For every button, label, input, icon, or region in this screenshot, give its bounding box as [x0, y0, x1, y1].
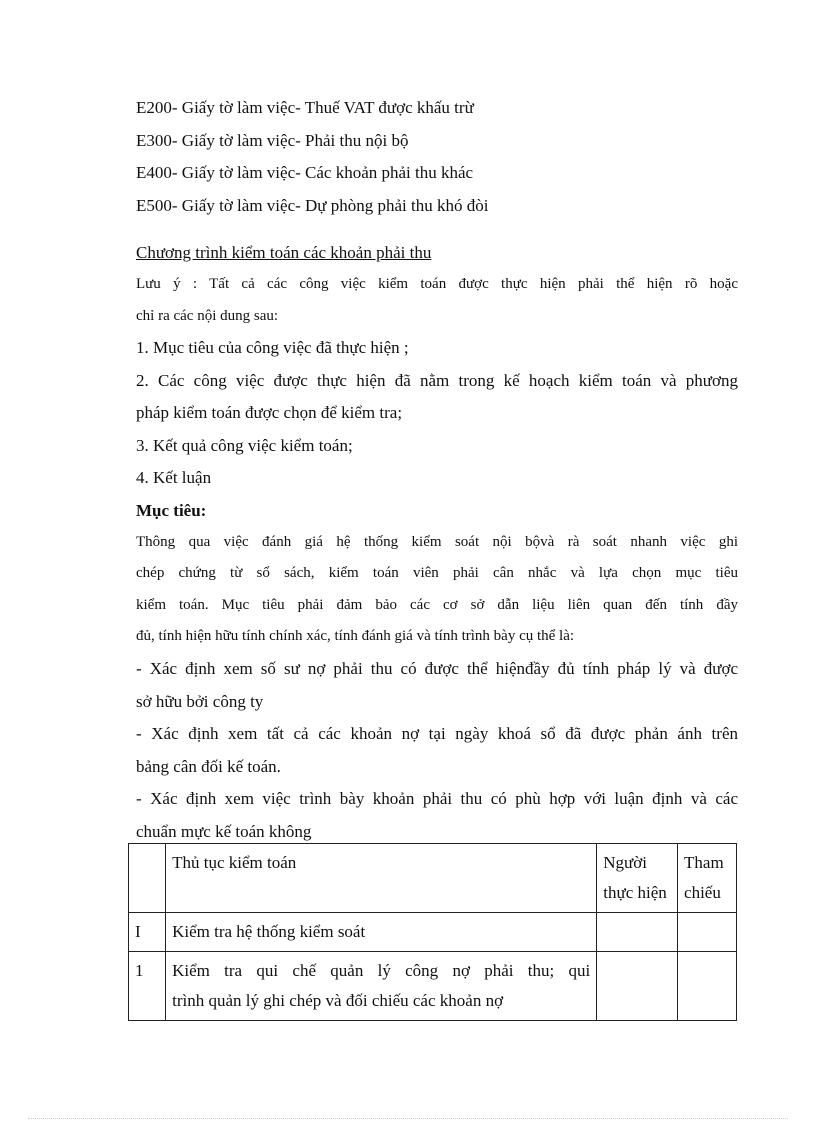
program-title: Chương trình kiểm toán các khoản phải thu	[136, 243, 432, 262]
bullet-3-line-1: - Xác định xem việc trình bày khoản phải thu có phù hợp với luận định và các	[136, 789, 738, 809]
objective-line-2: chép chứng từ sổ sách, kiểm toán viên phải cân nhắc và lựa chọn mục tiêu	[136, 565, 738, 582]
bullet-2-line-1: - Xác định xem tất cả các khoản nợ tại ngày khoá sổ đã được phản ánh trên	[136, 724, 738, 744]
header-reference-line-1: Tham	[684, 853, 724, 872]
header-performer-line-1: Người	[603, 853, 647, 872]
document-body	[136, 92, 738, 849]
spacer	[136, 222, 738, 237]
header-no-cell	[129, 844, 166, 913]
item-2-line-2: pháp kiểm toán được chọn để kiểm tra;	[136, 403, 403, 423]
working-paper-e500: E500- Giấy tờ làm việc- Dự phòng phải thu khó đòi	[136, 195, 489, 215]
row-procedure-line-2: trình quản lý ghi chép và đối chiếu các khoản nợ	[172, 991, 504, 1010]
note-line-2: chỉ ra các nội dung sau:	[136, 307, 279, 324]
bullet-1-line-2: sở hữu bởi công ty	[136, 691, 264, 711]
row-number: I	[129, 913, 166, 952]
working-paper-e400: E400- Giấy tờ làm việc- Các khoản phải thu khác	[136, 163, 474, 182]
item-3: 3. Kết quả công việc kiểm toán;	[136, 435, 353, 455]
header-procedure: Thủ tục kiểm toán	[166, 844, 597, 913]
row-performer	[597, 913, 678, 952]
audit-procedure-table	[128, 843, 737, 1021]
table-row	[129, 952, 737, 1021]
row-procedure: Kiểm tra hệ thống kiểm soát	[166, 913, 597, 952]
bullet-2-line-2: bảng cân đối kế toán.	[136, 756, 281, 776]
bullet-1-line-1: - Xác định xem số sư nợ phải thu có được thể hiệnđầy đủ tính pháp lý và được	[136, 658, 738, 678]
objective-line-3: kiểm toán. Mục tiêu phải đảm bảo các cơ sở dẫn liệu liên quan đến tính đầy	[136, 596, 738, 613]
page-bottom-border	[28, 1118, 788, 1119]
objective-line-1: Thông qua việc đánh giá hệ thống kiểm soát nội bộvà rà soát nhanh việc ghi	[136, 533, 738, 550]
table-header-row	[129, 844, 737, 913]
item-1: 1. Mục tiêu của công việc đã thực hiện ;	[136, 338, 409, 357]
header-performer-line-2: thực hiện	[603, 883, 667, 902]
working-paper-e300: E300- Giấy tờ làm việc- Phải thu nội bộ	[136, 130, 409, 150]
table-row	[129, 913, 737, 952]
working-paper-e200: E200- Giấy tờ làm việc- Thuế VAT được khấu trừ	[136, 98, 474, 117]
bullet-3-line-2: chuẩn mực kế toán không	[136, 821, 312, 841]
header-reference	[678, 844, 737, 913]
row-procedure-line-1: Kiểm tra qui chế quản lý công nợ phải thu; qui	[172, 961, 591, 980]
row-reference	[678, 952, 737, 1021]
objective-heading: Mục tiêu:	[136, 500, 207, 520]
header-reference-line-2: chiếu	[684, 883, 721, 902]
header-performer	[597, 844, 678, 913]
item-4: 4. Kết luận	[136, 468, 212, 488]
row-reference	[678, 913, 737, 952]
row-performer	[597, 952, 678, 1021]
row-procedure	[166, 952, 597, 1021]
item-2-line-1: 2. Các công việc được thực hiện đã nằm trong kế hoạch kiểm toán và phương	[136, 370, 738, 390]
objective-line-4: đủ, tính hiện hữu tính chính xác, tính đánh giá và tính trình bày cụ thể là:	[136, 628, 575, 645]
row-number: 1	[129, 952, 166, 1021]
note-line-1: Lưu ý : Tất cả các công việc kiểm toán được thực hiện phải thể hiện rõ hoặc	[136, 276, 738, 292]
